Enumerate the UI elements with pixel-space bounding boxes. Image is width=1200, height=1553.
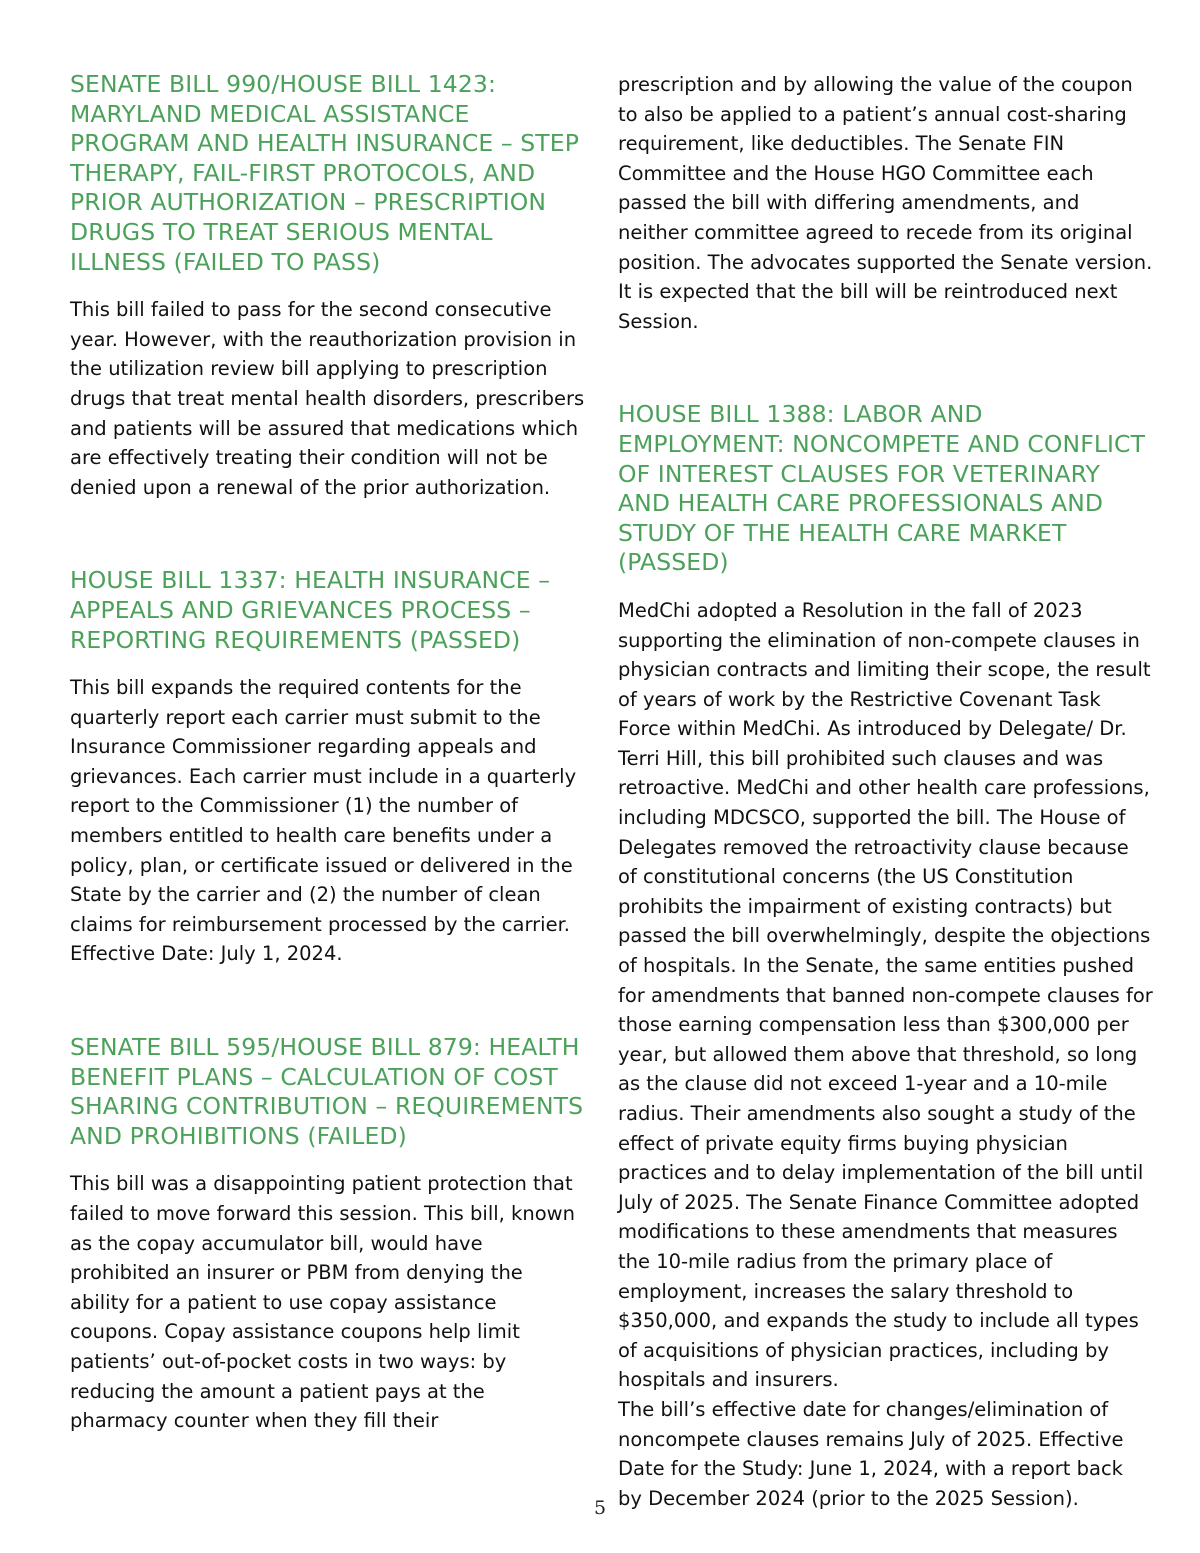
- section-heading-sb990: SENATE BILL 990/HOUSE BILL 1423: MARYLAND MEDICAL ASSISTANCE PROGRAM AND HEALTH INSURANCE – STEP THERAPY, FAIL-FIRST PROTOCOLS, AND PRIOR AUTHORIZATION – PRESCRIPTION DRUGS TO TREAT SERIOUS MENTAL ILLNESS (FAILED TO PASS): [70, 70, 579, 276]
- section-heading-sb595: SENATE BILL 595/HOUSE BILL 879: HEALTH BENEFIT PLANS – CALCULATION OF COST SHARING CONTRIBUTION – REQUIREMENTS AND PROHIBITIONS (FAILED): [70, 1033, 584, 1150]
- section-body-sb595: This bill was a disappointing patient protection that failed to move forward this session. This bill, known as the copay accumulator bill, would have prohibited an insurer or PBM from denying the ability for a patient to use copay assistance coupons. Copay assistance coupons help limit patients’ out-of-pocket costs in two ways: by reducing the amount a patient pays at the pharmacy counter when they fill their: [70, 1172, 575, 1433]
- section-heading-hb1388: HOUSE BILL 1388: LABOR AND EMPLOYMENT: NONCOMPETE AND CONFLICT OF INTEREST CLAUSES FOR VETERINARY AND HEALTH CARE PROFESSIONALS AND STUDY OF THE HEALTH CARE MARKET (PASSED): [618, 400, 1146, 577]
- section-body-sb990: This bill failed to pass for the second consecutive year. However, with the reauthorization provision in the utilization review bill applying to prescription drugs that treat mental health disorders, prescribers and patients will be assured that medications which are effectively treating their condition will not be denied upon a renewal of the prior authorization.: [70, 298, 585, 499]
- left-column: [70, 70, 585, 1436]
- right-column: [618, 70, 1153, 1513]
- page-number: 5: [593, 1497, 607, 1519]
- section-body-sb595-continued: prescription and by allowing the value of the coupon to also be applied to a patient’s annual cost-sharing requirement, like deductibles. The Senate FIN Committee and the House HGO Committee each passed the bill with differing amendments, and neither committee agreed to recede from its original position. The advocates supported the Senate version. It is expected that the bill will be reintroduced next Session.: [618, 73, 1153, 333]
- section-body-hb1388-effective-date: The bill’s effective date for changes/elimination of noncompete clauses remains July of 2025. Effective Date for the Study: June 1, 2024, with a report back by December 2024 (prior to the 2025 Session).: [618, 1397, 1124, 1510]
- section-body-hb1388: MedChi adopted a Resolution in the fall of 2023 supporting the elimination of non-compete clauses in physician contracts and limiting their scope, the result of years of work by the Restrictive Covenant Task Force within MedChi. As introduced by Delegate/ Dr. Terri Hill, this bill prohibited such clauses and was retroactive. MedChi and other health care professions, including MDCSCO, supported the bill. The House of Delegates removed the retroactivity clause because of constitutional concerns (the US Constitution prohibits the impairment of existing contracts) but passed the bill overwhelmingly, despite the objections of hospitals. In the Senate, the same entities pushed for amendments that banned non-compete clauses for those earning compensation less than $300,000 per year, but allowed them above that threshold, so long as the clause did not exceed 1-year and a 10-mile radius. Their amendments also sought a study of the effect of private equity firms buying physician practices and to delay implementation of the bill until July of 2025. The Senate Finance Committee adopted modifications to these amendments that measures the 10-mile radius from the primary place of employment, increases the salary threshold to $350,000, and expands the study to include all types of acquisitions of physician practices, including by hospitals and insurers.: [618, 598, 1153, 1392]
- section-heading-hb1337: HOUSE BILL 1337: HEALTH INSURANCE – APPEALS AND GRIEVANCES PROCESS – REPORTING REQUIREMENTS (PASSED): [70, 566, 551, 654]
- section-body-hb1337: This bill expands the required contents for the quarterly report each carrier must submit to the Insurance Commissioner regarding appeals and grievances. Each carrier must include in a quarterly report to the Commissioner (1) the number of members entitled to health care benefits under a policy, plan, or certificate issued or delivered in the State by the carrier and (2) the number of clean claims for reimbursement processed by the carrier. Effective Date: July 1, 2024.: [70, 676, 577, 966]
